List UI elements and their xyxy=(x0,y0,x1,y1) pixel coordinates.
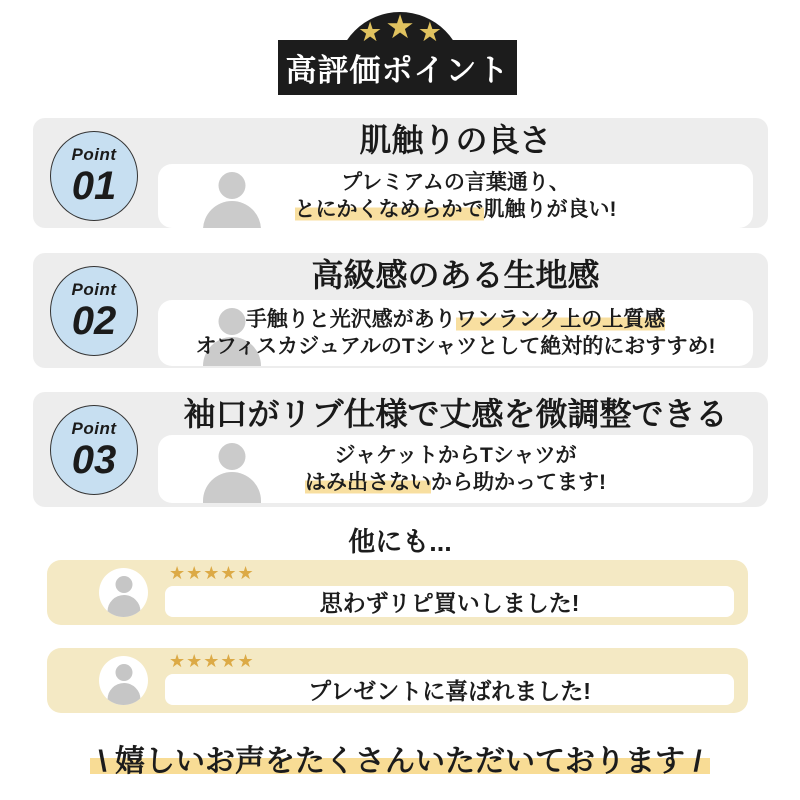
point-badge-number: 03 xyxy=(71,438,117,482)
rating-stars-icon: ★★★★★ xyxy=(169,563,255,583)
point-02-review-bubble xyxy=(158,300,753,366)
point-01-review-bubble xyxy=(158,164,753,228)
person-head xyxy=(115,576,132,593)
review-item-1 xyxy=(47,560,748,625)
person-body xyxy=(107,595,140,617)
point-01-review-text xyxy=(158,164,753,228)
point-badge-number: 01 xyxy=(71,164,117,208)
point-02-title: 高級感のある生地感 xyxy=(311,257,600,293)
point-03-title: 袖口がリブ仕様で丈感を微調整できる xyxy=(183,396,728,432)
review-line: ジャケットからTシャツが xyxy=(334,444,577,467)
review-line: プレミアムの言葉通り、 xyxy=(341,171,570,194)
review-text-bubble xyxy=(165,674,734,705)
point-03-review-text xyxy=(158,435,753,503)
avatar xyxy=(99,656,148,705)
point-03-review-bubble xyxy=(158,435,753,503)
review-line: はみ出さないから助かってます! xyxy=(305,471,606,494)
point-badge-label: Point xyxy=(71,419,117,438)
review-line: 手触りと光沢感がありワンランク上の上質感 xyxy=(245,308,666,331)
review-text-bubble xyxy=(165,586,734,617)
page-title: 高評価ポイント xyxy=(285,53,510,88)
point-01-badge xyxy=(50,131,138,221)
star-icon: ★ xyxy=(385,8,415,45)
person-body xyxy=(107,683,140,705)
point-01-title: 肌触りの良さ xyxy=(359,122,552,158)
review-line: とにかくなめらかで肌触りが良い! xyxy=(294,198,617,221)
point-section-01 xyxy=(33,118,768,228)
star-icon: ★ xyxy=(417,17,443,47)
header-banner xyxy=(278,40,517,95)
rating-stars-icon: ★★★★★ xyxy=(169,651,255,671)
avatar xyxy=(99,568,148,617)
point-02-review-text xyxy=(158,300,753,366)
point-badge-label: Point xyxy=(71,280,117,299)
point-03-badge xyxy=(50,405,138,495)
point-section-03 xyxy=(33,392,768,507)
point-badge-number: 02 xyxy=(71,299,117,343)
footer-note xyxy=(0,736,800,780)
point-02-badge xyxy=(50,266,138,356)
footer-text: \ 嬉しいお声をたくさんいただいております / xyxy=(90,745,709,778)
star-icon: ★ xyxy=(357,17,383,47)
more-label: 他にも... xyxy=(348,527,452,557)
review-item-2 xyxy=(47,648,748,713)
person-head xyxy=(115,664,132,681)
review-text: プレゼントに喜ばれました! xyxy=(308,678,591,704)
review-text: 思わずリピ買いしました! xyxy=(319,590,580,616)
review-line: オフィスカジュアルのTシャツとして絶対的におすすめ! xyxy=(195,335,716,358)
point-section-02 xyxy=(33,253,768,368)
header-stars xyxy=(0,10,800,46)
point-badge-label: Point xyxy=(71,145,117,164)
